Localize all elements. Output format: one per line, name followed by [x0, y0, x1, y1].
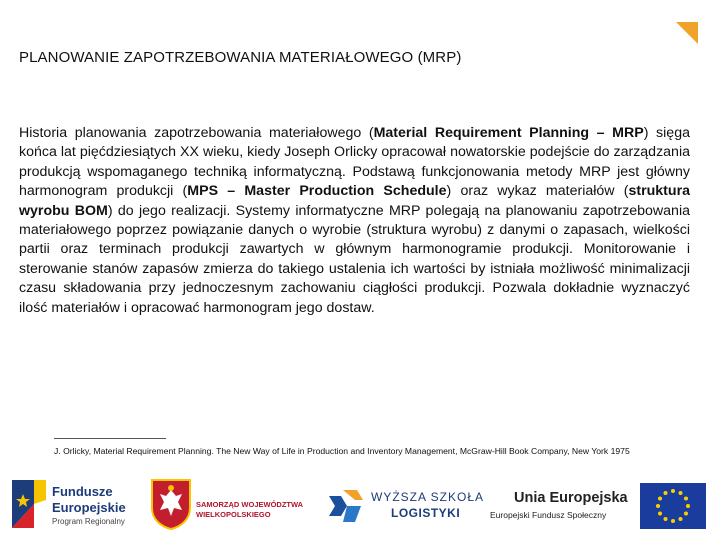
body-paragraph [19, 124, 690, 318]
logo-bar [0, 470, 720, 540]
text-segment: ) oraz wykaz materiałów ( [446, 183, 629, 200]
fe-line1: Fundusze [52, 484, 113, 499]
unia-europejska-logo [488, 470, 716, 540]
text-segment: Historia planowania zapotrzebowania materiałowego ( [19, 125, 374, 141]
wsl-mark-icon [325, 486, 365, 526]
fe-line2: Europejskie [52, 500, 126, 515]
fe-line3: Program Regionalny [52, 517, 125, 526]
bold-term-mps: MPS – Master Production Schedule [187, 183, 447, 200]
wyzsza-szkola-logistyki-logo [325, 470, 485, 540]
bold-term-bom: struktura wyrobu BOM [19, 183, 690, 219]
coat-of-arms-icon [150, 478, 192, 530]
fundusze-europejskie-logo [8, 470, 148, 540]
footnote-divider [54, 438, 166, 439]
bold-term-mrp: Material Requirement Planning – MRP [373, 125, 644, 141]
wsl-line1: WYŻSZA SZKOŁA [371, 490, 485, 504]
corner-accent-triangle [676, 22, 698, 44]
wsl-line2: LOGISTYKI [391, 506, 461, 520]
ue-line2: Europejski Fundusz Społeczny [490, 510, 607, 520]
samorzad-wojewodztwa-logo [150, 470, 320, 540]
fe-star-icon [12, 480, 46, 528]
footnote: J. Orlicky, Material Requirement Planning. The New Way of Life in Production and Inventory Management, McGraw-Hill Book Company, New York 1975 [54, 446, 630, 456]
ue-line1: Unia Europejska [514, 490, 628, 506]
eu-flag-icon [640, 483, 706, 529]
page-title: PLANOWANIE ZAPOTRZEBOWANIA MATERIAŁOWEGO (MRP) [19, 49, 462, 66]
sw-line1: SAMORZĄD WOJEWÓDZTWA [196, 500, 304, 509]
sw-line2: WIELKOPOLSKIEGO [196, 510, 271, 519]
text-segment: ) do jego realizacji. Systemy informatyczne MRP polegają na planowaniu zapotrzebowania materiałowego poprzez powiązanie danych o wyrobie (struktura wyrobu) z danymi o zapasach, wielkości partii oraz terminach produkcji zawartych w głównym harmonogramie produkcji. Monitorowanie i sterowanie stanów zapasów zmierza do takiego ustalenia ich wartości by istniała możliwość minimalizacji czasu składowania przy jednoczesnym zachowaniu ciągłości produkcji. Pozwala dokładnie wyznaczyć ilość materiałów i opracować harmonogram jego dostaw. [19, 202, 690, 316]
text-segment: ) sięga końca lat pięćdziesiątych XX wieku, kiedy Joseph Orlicky opracował nowatorskie podejście do zarządzania produkcją wspomaganego techniką informatyczną. Podstawą funkcjonowania metody MRP jest główny harmonogram produkcji ( [19, 125, 690, 200]
